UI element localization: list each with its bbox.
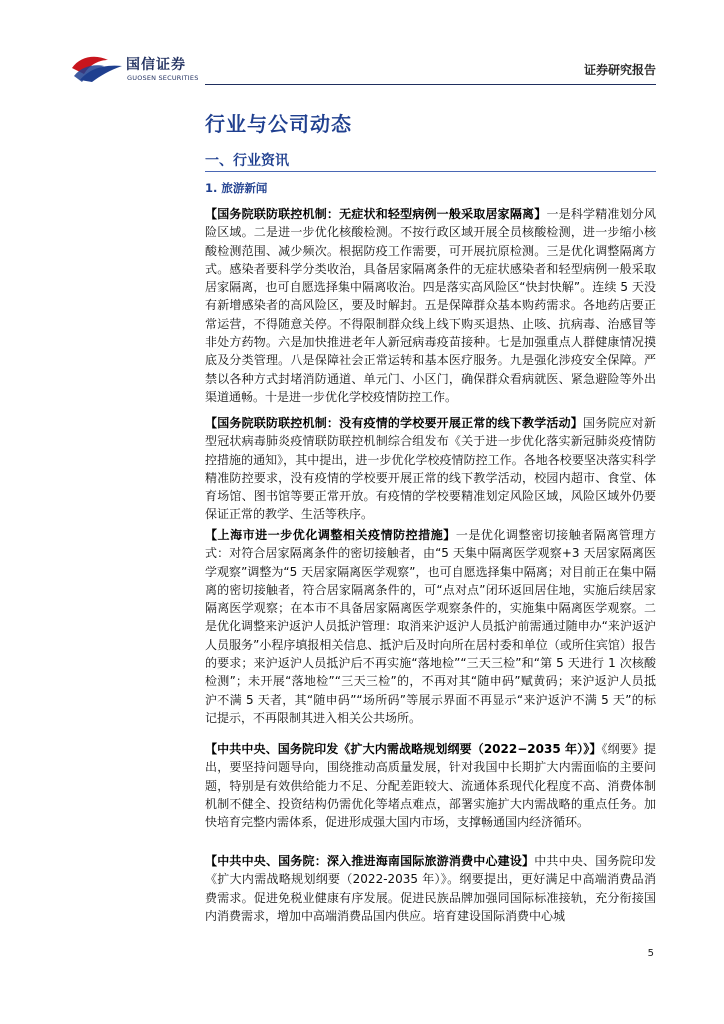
logo-mark-icon — [70, 50, 126, 84]
news-paragraph — [205, 740, 656, 831]
small-title: 1. 旅游新闻 — [205, 181, 268, 195]
news-headline: 【国务院联防联控机制：无症状和轻型病例一般采取居家隔离】 — [205, 207, 547, 221]
page-number: 5 — [647, 948, 654, 959]
news-body: 一是优化调整密切接触者隔离管理方式：对符合居家隔离条件的密切接触者，由“5 天集中隔离医学观察+3 天居家隔离医学观察”调整为“5 天居家隔离医学观察”，也可自愿选择集中隔离；对目前正在集中隔离的密切接触者，符合居家隔离条件的，可“点对点”闭环返回居住地，实施后续居家隔离医学观察；在本市不具备居家隔离医学观察条件的，实施集中隔离医学观察。二是优化调整来沪返沪人员抵沪管理：取消来沪返沪人员抵沪前需通过随申办“来沪返沪人员服务”小程序填报相关信息、抵沪后及时向所在居村委和单位（或所住宾馆）报告的要求；来沪返沪人员抵沪后不再实施“落地检”“三天三检”和“第 5 天进行 1 次核酸检测”；未开展“落地检”“三天三检”的，不再对其“随申码”赋黄码；来沪返沪人员抵沪不满 5 天者，其“随申码”“场所码”等展示界面不再显示“来沪返沪不满 5 天”的标记提示，不再限制其进入相关公共场所。 — [205, 528, 656, 725]
news-paragraph — [205, 852, 656, 925]
page-header — [0, 0, 724, 90]
header-divider — [205, 84, 656, 85]
report-type-label: 证券研究报告 — [583, 63, 656, 77]
news-body: 中共中央、国务院印发《扩大内需战略规划纲要（2022-2035 年）》。纲要提出，更好满足中高端消费品消费需求。促进免税业健康有序发展。促进民族品牌加强同国际标准接轨，充分衔接国内消费需求，增加中高端消费品国内供应。培育建设国际消费中心城 — [205, 854, 656, 923]
company-logo — [70, 50, 210, 88]
logo-chinese-name: 国信证券 — [126, 57, 186, 73]
news-body: 《纲要》提出，要坚持问题导向，围绕推动高质量发展，针对我国中长期扩大内需面临的主要问题，特别是有效供给能力不足、分配差距较大、流通体系现代化程度不高、消费体制机制不健全、投资结构仍需优化等堵点难点，部署实施扩大内需战略的重点任务。加快培育完整内需体系，促进形成强大国内市场，支撑畅通国内经济循环。 — [205, 742, 656, 830]
logo-english-name: GUOSEN SECURITIES — [127, 74, 199, 82]
subsection-title: 一、行业资讯 — [205, 153, 289, 169]
news-headline: 【上海市进一步优化调整相关疫情防控措施】 — [205, 528, 456, 542]
news-paragraph — [205, 526, 656, 727]
news-headline: 【中共中央、国务院印发《扩大内需战略规划纲要（2022−2035 年）》】 — [205, 742, 602, 756]
news-paragraph — [205, 414, 656, 524]
news-paragraph — [205, 205, 656, 406]
section-title: 行业与公司动态 — [205, 112, 352, 136]
news-headline: 【中共中央、国务院：深入推进海南国际旅游消费中心建设】 — [205, 854, 535, 868]
subsection-divider — [205, 171, 656, 172]
news-body: 国务院应对新型冠状病毒肺炎疫情联防联控机制综合组发布《关于进一步优化落实新冠肺炎疫情防控措施的通知》，其中提出，进一步优化学校疫情防控工作。各地各校要坚决落实科学精准防控要求，没有疫情的学校要开展正常的线下教学活动，校园内超市、食堂、体育场馆、图书馆等要正常开放。有疫情的学校要精准划定风险区域，风险区域外仍要保证正常的教学、生活等秩序。 — [205, 416, 656, 522]
news-body: 一是科学精准划分风险区域。二是进一步优化核酸检测。不按行政区域开展全员核酸检测，进一步缩小核酸检测范围、减少频次。根据防疫工作需要，可开展抗原检测。三是优化调整隔离方式。感染者要科学分类收治，具备居家隔离条件的无症状感染者和轻型病例一般采取居家隔离，也可自愿选择集中隔离收治。四是落实高风险区“快封快解”。连续 5 天没有新增感染者的高风险区，要及时解封。五是保障群众基本购药需求。各地药店要正常运营，不得随意关停。不得限制群众线上线下购买退热、止咳、抗病毒、治感冒等非处方药物。六是加快推进老年人新冠病毒疫苗接种。七是加强重点人群健康情况摸底及分类管理。八是保障社会正常运转和基本医疗服务。九是强化涉疫安全保障。严禁以各种方式封堵消防通道、单元门、小区门，确保群众看病就医、紧急避险等外出渠道通畅。十是进一步优化学校疫情防控工作。 — [205, 207, 656, 404]
news-headline: 【国务院联防联控机制：没有疫情的学校要开展正常的线下教学活动】 — [205, 416, 584, 430]
